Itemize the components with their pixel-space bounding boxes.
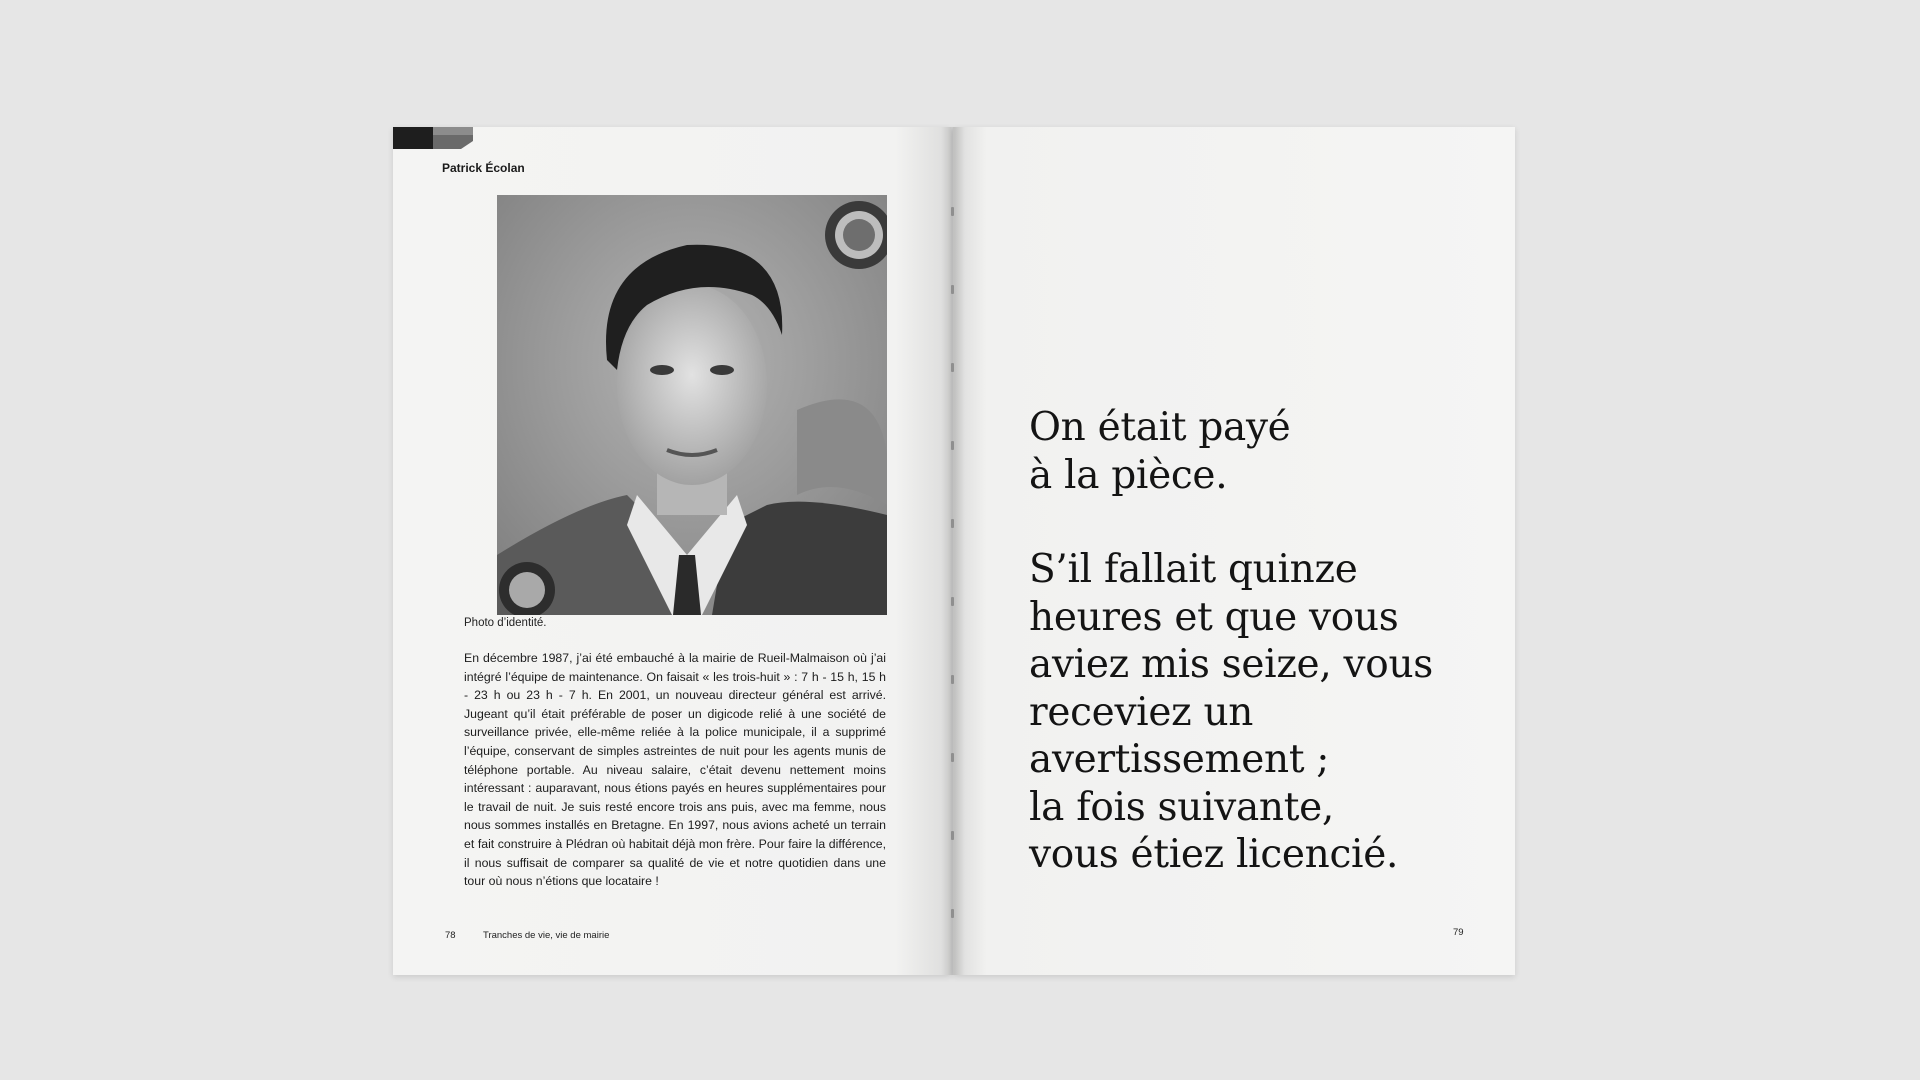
- photo-caption: Photo d’identité.: [464, 617, 547, 629]
- quote-paragraph-2: S’il fallait quinze heures et que vous aviez mis seize, vous receviez un avertissement ; la fois suivante, vous étiez licencié.: [1029, 547, 1433, 877]
- portrait-photo: [497, 195, 887, 615]
- author-name: Patrick Écolan: [442, 161, 525, 175]
- section-tab-icon: [393, 127, 473, 149]
- right-page: [953, 127, 1515, 975]
- left-page: [393, 127, 951, 975]
- pull-quote: [1029, 404, 1469, 879]
- page-number-left: 78: [445, 930, 456, 941]
- binding-stitch: [951, 207, 954, 216]
- binding-stitch: [951, 675, 954, 684]
- binding-stitch: [951, 831, 954, 840]
- running-title: Tranches de vie, vie de mairie: [483, 930, 610, 941]
- binding-stitch: [951, 753, 954, 762]
- binding-stitch: [951, 285, 954, 294]
- gutter-shadow: [941, 127, 965, 975]
- binding-stitch: [951, 909, 954, 918]
- body-text: En décembre 1987, j’ai été embauché à la mairie de Rueil-Malmaison où j’ai intégré l’équipe de maintenance. On faisait « les trois-huit » : 7 h - 15 h, 15 h - 23 h ou 23 h - 7 h. En 2001, un nouveau directeur général est arrivé. Jugeant qu’il était préférable de poser un digicode relié à une société de surveillance privée, elle-même reliée à la police municipale, il a supprimé l’équipe, conservant de simples astreintes de nuit pour les agents munis de téléphone portable. Au niveau salaire, c’était devenu nettement moins intéressant : auparavant, nous étions payés en heures supplémentaires pour le travail de nuit. Je suis resté encore trois ans puis, avec ma femme, nous nous sommes installés en Bretagne. En 1997, nous avions acheté un terrain et fait construire à Plédran où habitait déjà mon frère. Pour faire la différence, il nous suffisait de comparer sa qualité de vie et notre quotidien dans une tour où nous n’étions que locataire !: [464, 651, 886, 889]
- binding-stitch: [951, 363, 954, 372]
- quote-paragraph-1: On était payé à la pièce.: [1029, 405, 1291, 498]
- book-spread: [393, 127, 1515, 975]
- binding-stitch: [951, 519, 954, 528]
- page-number-right: 79: [1453, 927, 1464, 938]
- binding-stitch: [951, 597, 954, 606]
- binding-stitch: [951, 441, 954, 450]
